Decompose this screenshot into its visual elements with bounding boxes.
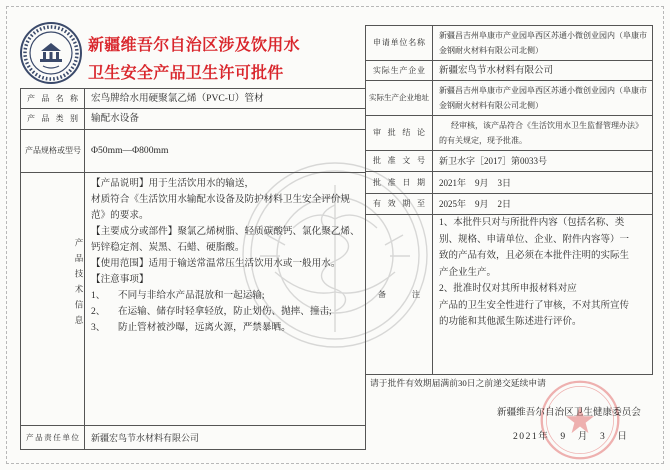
manufacturer-address-label: 实际生产企业地址 bbox=[366, 81, 433, 115]
remarks-value bbox=[433, 215, 652, 374]
product-tech-info-content bbox=[85, 173, 365, 425]
product-spec-row bbox=[21, 129, 365, 172]
approval-date-row bbox=[366, 171, 652, 193]
applicant-line: 新疆昌吉州阜康市产业园阜西区苏通小微创业园内（阜康市 bbox=[439, 31, 647, 40]
responsible-unit-label: 产品责任单位 bbox=[21, 426, 85, 449]
renewal-note: 请于批件有效期届满前30日之前递交延续申请 bbox=[370, 378, 546, 388]
remarks-row bbox=[366, 214, 652, 374]
precaution-text: 不同与非给水产品混放和一起运输; bbox=[118, 290, 265, 301]
tech-info-line: 【产品说明】用于生活饮用水的输送， bbox=[91, 178, 255, 189]
remark-line: 产品的卫生安全性进行了审核，不对其所宣传 bbox=[439, 300, 630, 311]
product-tech-info-row bbox=[21, 172, 365, 425]
precaution-number: 1、 bbox=[91, 290, 106, 301]
issuing-authority: 新疆维吾尔自治区卫生健康委员会 bbox=[497, 407, 641, 418]
product-tech-info-label: 产品技术信息 bbox=[21, 173, 85, 425]
address-line: 新疆昌吉州阜康市产业园阜西区苏通小微创业园内（阜康市 bbox=[439, 86, 647, 95]
responsible-unit-value: 新疆宏鸟节水材料有限公司 bbox=[91, 432, 200, 443]
applicant-value bbox=[433, 26, 652, 60]
remarks-label: 备注 bbox=[366, 215, 433, 374]
approval-info-table bbox=[365, 25, 653, 375]
product-spec-value: Φ50mm—Φ800mm bbox=[91, 145, 169, 156]
conclusion-value bbox=[433, 116, 652, 150]
tech-info-line: 【使用范围】适用于输送常温常压生活饮用水或一般用水。 bbox=[91, 258, 341, 269]
precaution-item bbox=[91, 306, 365, 322]
remark-line: 致的产品有效，且必须在本批件注明的实际生 bbox=[439, 251, 630, 261]
precaution-text: 防止管材被沙曝，远离火源，严禁暴晒。 bbox=[118, 322, 291, 333]
product-name-value: 宏鸟牌给水用硬聚氯乙烯（PVC-U）管材 bbox=[91, 92, 264, 104]
address-line: 金钢耐火材料有限公司北侧） bbox=[439, 101, 543, 110]
remark-line: 的功能和其他派生陈述进行评价。 bbox=[439, 317, 582, 327]
applicant-label: 申请单位名称 bbox=[366, 26, 433, 60]
issue-date: 2021年 9 月 3 日 bbox=[513, 431, 629, 442]
tech-info-line: 材质符合《生活饮用水输配水设备及防护材料卫生安全评价规 bbox=[91, 194, 351, 205]
tech-info-line: 钙锌稳定剂、炭黑、石蜡、硬脂酸。 bbox=[91, 242, 245, 253]
product-category-row bbox=[21, 108, 365, 129]
product-info-table bbox=[20, 88, 366, 450]
approval-number-label: 批准文号 bbox=[366, 151, 433, 171]
conclusion-label: 审批结论 bbox=[366, 116, 433, 150]
product-name-row bbox=[21, 89, 365, 108]
remark-line: 别、规格、申请单位、企业、附件内容等）一 bbox=[439, 234, 630, 245]
product-name-label: 产品名称 bbox=[21, 89, 85, 108]
remark-line: 1、本批件只对与所批件内容（包括名称、类 bbox=[439, 218, 625, 228]
approval-date-value: 2021年 9月 3日 bbox=[439, 177, 512, 188]
health-commission-emblem-icon bbox=[19, 21, 83, 85]
document-title-line-1: 新疆维吾尔自治区涉及饮用水 bbox=[88, 37, 300, 54]
approval-date-label: 批准日期 bbox=[366, 172, 433, 193]
manufacturer-label: 实际生产企业 bbox=[366, 61, 433, 80]
conclusion-line: 的有关规定，现予批准。 bbox=[439, 136, 527, 145]
precaution-text: 在运输、储存时轻拿轻放，防止划伤、抛摔、撞击; bbox=[118, 306, 332, 317]
valid-until-row bbox=[366, 193, 652, 214]
precaution-number: 3、 bbox=[91, 322, 106, 333]
responsible-unit-row bbox=[21, 425, 365, 449]
product-category-value: 输配水设备 bbox=[91, 113, 139, 124]
applicant-row bbox=[366, 26, 652, 60]
remark-line: 2、批准时仅对其所申报材料对应 bbox=[439, 284, 577, 294]
remark-line: 产企业生产。 bbox=[439, 267, 497, 278]
tech-info-line: 范》的要求。 bbox=[91, 210, 149, 221]
manufacturer-address-value bbox=[433, 81, 652, 115]
tech-info-line: 【主要成分或部件】聚氯乙烯树脂、轻质碳酸钙、氯化聚乙烯、 bbox=[91, 226, 360, 237]
valid-until-label: 有效期至 bbox=[366, 194, 433, 214]
manufacturer-value: 新疆宏鸟节水材料有限公司 bbox=[439, 65, 554, 76]
tech-info-line: 【注意事项】 bbox=[91, 274, 149, 285]
manufacturer-row bbox=[366, 60, 652, 80]
approval-number-value: 新卫水字［2017］第0033号 bbox=[439, 156, 548, 166]
product-spec-label: 产品规格或型号 bbox=[21, 130, 85, 172]
document-title-line-2: 卫生安全产品卫生许可批件 bbox=[88, 65, 284, 82]
valid-until-value: 2025年 9月 2日 bbox=[439, 199, 512, 209]
applicant-line: 金钢耐火材料有限公司北侧） bbox=[439, 46, 543, 55]
approval-number-row bbox=[366, 150, 652, 171]
product-category-label: 产品类别 bbox=[21, 109, 85, 129]
precaution-number: 2、 bbox=[91, 306, 106, 317]
precaution-item bbox=[91, 322, 365, 338]
official-seal-icon bbox=[538, 378, 622, 462]
precaution-item bbox=[91, 290, 365, 306]
manufacturer-address-row bbox=[366, 80, 652, 115]
conclusion-line: 经审核，该产品符合《生活饮用水卫生监督管理办法》 bbox=[451, 121, 643, 130]
conclusion-row bbox=[366, 115, 652, 150]
